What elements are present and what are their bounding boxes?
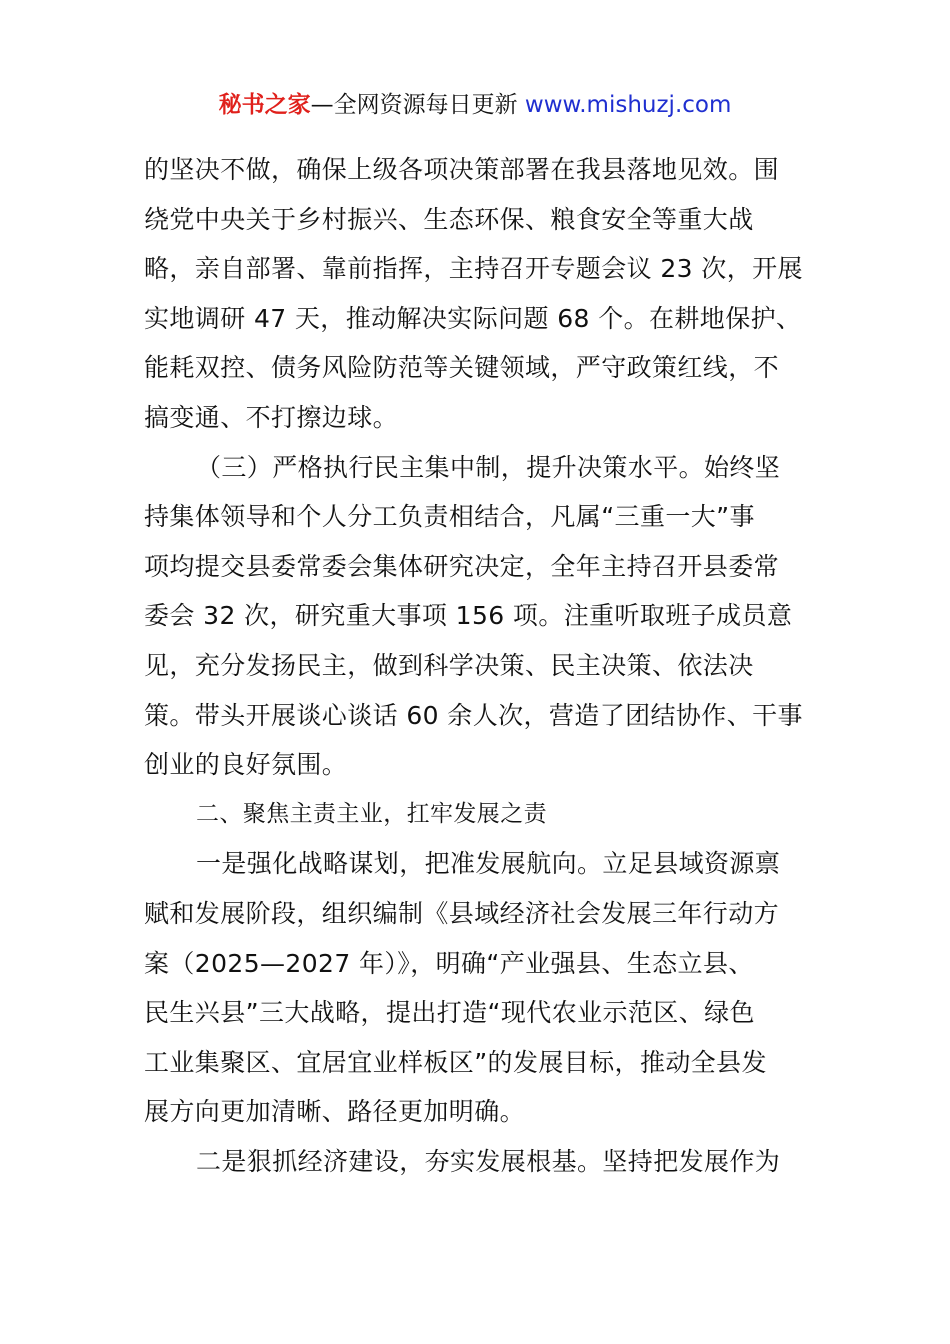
paragraph-start-line: 二是狠抓经济建设，夯实发展根基。坚持把发展作为 bbox=[196, 1146, 781, 1176]
document-body bbox=[144, 145, 808, 1186]
text-line: 委会 32 次，研究重大事项 156 项。注重听取班子成员意 bbox=[144, 601, 793, 631]
text-line: 的坚决不做，确保上级各项决策部署在我县落地见效。围 bbox=[144, 155, 780, 184]
paragraph-start-line: 一是强化战略谋划，把准发展航向。立足县域资源禀 bbox=[196, 849, 781, 879]
header-url[interactable]: www.mishuzj.com bbox=[524, 92, 732, 118]
paragraph-start-line: （三）严格执行民主集中制，提升决策水平。始终坚 bbox=[196, 452, 781, 482]
text-line: 创业的良好氛围。 bbox=[144, 750, 348, 780]
text-line: 见，充分发扬民主，做到科学决策、民主决策、依法决 bbox=[144, 650, 754, 680]
text-line: 展方向更加清晰、路径更加明确。 bbox=[144, 1097, 526, 1127]
text-line: 实地调研 47 天，推动解决实际问题 68 个。在耕地保护、 bbox=[144, 303, 802, 333]
header-brand: 秘书之家 bbox=[218, 92, 311, 118]
text-line: 搞变通、不打擦边球。 bbox=[144, 402, 399, 432]
text-line: 案（2025—2027 年）》，明确“产业强县、生态立县、 bbox=[144, 948, 754, 978]
text-line: 项均提交县委常委会集体研究决定，全年主持召开县委常 bbox=[144, 551, 780, 581]
text-line: 工业集聚区、宜居宜业样板区”的发展目标，推动全县发 bbox=[144, 1047, 767, 1077]
text-line: 绕党中央关于乡村振兴、生态环保、粮食安全等重大战 bbox=[144, 204, 754, 234]
page-header bbox=[0, 88, 950, 122]
section-heading: 二、聚焦主责主业，扛牢发展之责 bbox=[196, 800, 547, 827]
text-line: 能耗双控、债务风险防范等关键领域，严守政策红线，不 bbox=[144, 353, 780, 383]
text-line: 民生兴县”三大战略，提出打造“现代农业示范区、绿色 bbox=[144, 998, 755, 1028]
text-line: 赋和发展阶段，组织编制《县域经济社会发展三年行动方 bbox=[144, 898, 780, 928]
text-line: 策。带头开展谈心谈话 60 余人次，营造了团结协作、干事 bbox=[144, 700, 803, 730]
text-line: 略，亲自部署、靠前指挥，主持召开专题会议 23 次，开展 bbox=[144, 254, 803, 284]
header-tagline: —全网资源每日更新 bbox=[310, 92, 525, 118]
text-line: 持集体领导和个人分工负责相结合，凡属“三重一大”事 bbox=[144, 502, 755, 532]
